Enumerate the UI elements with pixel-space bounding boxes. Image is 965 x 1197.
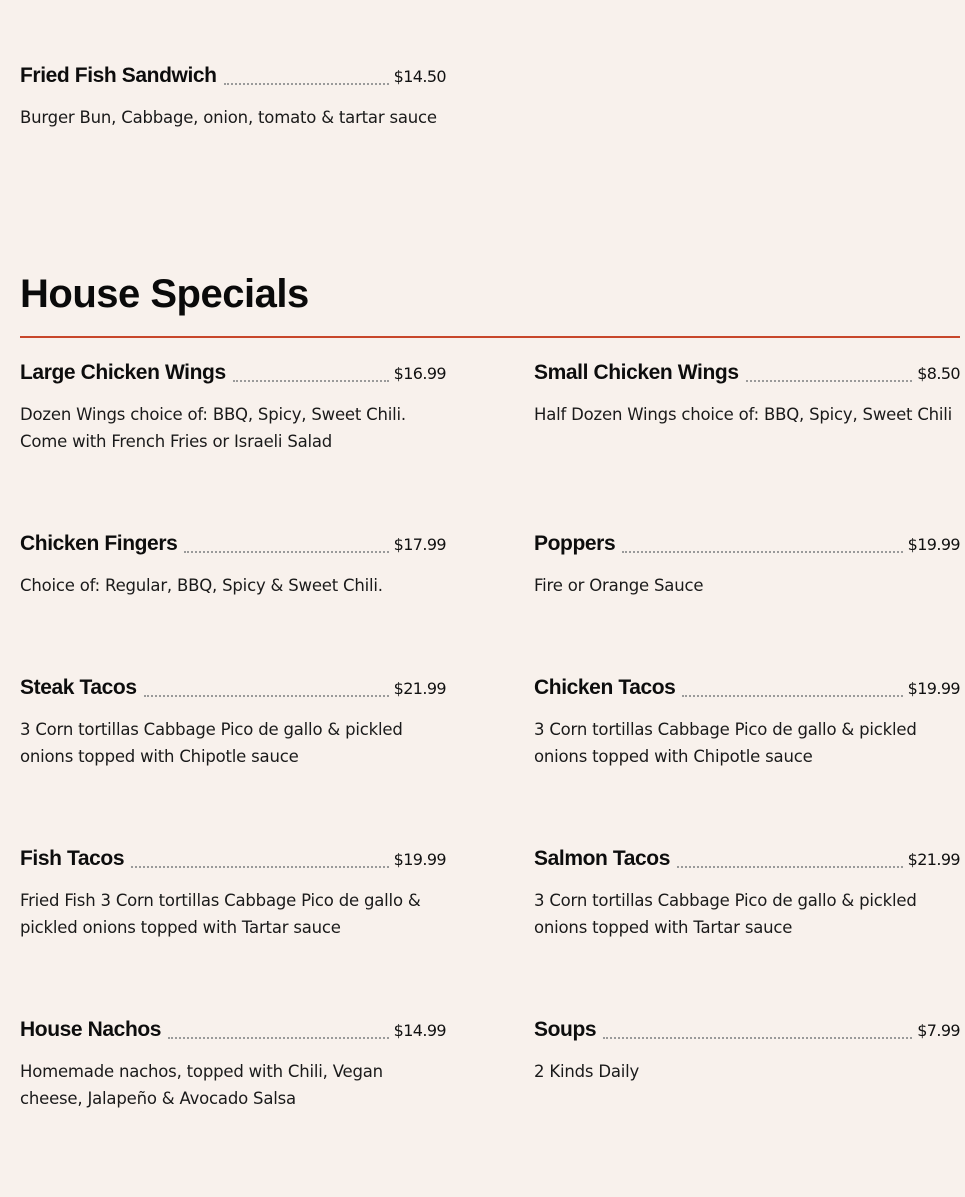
menu-item-header — [534, 847, 960, 875]
menu-item-header — [20, 361, 446, 389]
menu-item-price: $17.99 — [393, 535, 446, 554]
dotted-leader — [131, 865, 388, 868]
dotted-leader — [233, 379, 389, 382]
menu-item-name: Chicken Fingers — [20, 532, 178, 555]
menu-item-price: $19.99 — [907, 679, 960, 698]
menu-item — [20, 1018, 446, 1112]
dotted-leader — [622, 550, 902, 553]
dotted-leader — [746, 379, 913, 382]
menu-item — [20, 532, 446, 599]
menu-item-description: Fire or Orange Sauce — [534, 576, 704, 595]
dotted-leader — [144, 694, 389, 697]
dotted-leader — [603, 1036, 912, 1039]
menu-item-name: Large Chicken Wings — [20, 361, 226, 384]
menu-item-description: 3 Corn tortillas Cabbage Pico de gallo & pickled onions topped with Chipotle sauce — [20, 720, 403, 766]
menu-item-header — [20, 64, 446, 92]
menu-item-header — [20, 676, 446, 704]
menu-item-description: 2 Kinds Daily — [534, 1062, 640, 1081]
menu-item-price: $7.99 — [917, 1021, 960, 1040]
dotted-leader — [224, 82, 389, 85]
menu-item-name: Soups — [534, 1018, 597, 1041]
menu-item-description: Dozen Wings choice of: BBQ, Spicy, Sweet Chili. Come with French Fries or Israeli Salad — [20, 405, 406, 451]
menu-item — [20, 847, 446, 941]
menu-item-name: Fish Tacos — [20, 847, 125, 870]
menu-item-price: $14.99 — [393, 1021, 446, 1040]
menu-item-description: Homemade nachos, topped with Chili, Vegan cheese, Jalapeño & Avocado Salsa — [20, 1062, 383, 1108]
menu-item-name: Chicken Tacos — [534, 676, 676, 699]
menu-item — [20, 361, 446, 455]
menu-item — [534, 361, 960, 428]
menu-item-name: Small Chicken Wings — [534, 361, 739, 384]
menu-item-description: Burger Bun, Cabbage, onion, tomato & tartar sauce — [20, 108, 437, 127]
dotted-leader — [184, 550, 388, 553]
menu-item-header — [20, 1018, 446, 1046]
menu-item-header — [534, 361, 960, 389]
menu-item-price: $19.99 — [393, 850, 446, 869]
menu-item — [534, 1018, 960, 1085]
menu-item — [20, 676, 446, 770]
menu-item-description: Fried Fish 3 Corn tortillas Cabbage Pico de gallo & pickled onions topped with Tartar sauce — [20, 891, 421, 937]
menu-item-price: $21.99 — [393, 679, 446, 698]
menu-item-name: Steak Tacos — [20, 676, 137, 699]
menu-item-price: $8.50 — [917, 364, 960, 383]
menu-item-header — [534, 532, 960, 560]
menu-item-description: 3 Corn tortillas Cabbage Pico de gallo & pickled onions topped with Chipotle sauce — [534, 720, 917, 766]
dotted-leader — [682, 694, 902, 697]
menu-item-price: $16.99 — [393, 364, 446, 383]
menu-item-header — [534, 1018, 960, 1046]
menu-item-name: House Nachos — [20, 1018, 162, 1041]
menu-item-price: $21.99 — [907, 850, 960, 869]
menu-item-header — [20, 847, 446, 875]
menu-item-description: Half Dozen Wings choice of: BBQ, Spicy, Sweet Chili — [534, 405, 953, 424]
menu-item — [534, 676, 960, 770]
menu-item-price: $19.99 — [907, 535, 960, 554]
dotted-leader — [677, 865, 903, 868]
menu-item-description: 3 Corn tortillas Cabbage Pico de gallo & pickled onions topped with Tartar sauce — [534, 891, 917, 937]
menu-item — [534, 532, 960, 599]
dotted-leader — [168, 1036, 389, 1039]
menu-item-header — [534, 676, 960, 704]
menu-item — [534, 847, 960, 941]
menu-item-fried-fish-sandwich — [20, 64, 446, 131]
menu-item-description: Choice of: Regular, BBQ, Spicy & Sweet Chili. — [20, 576, 383, 595]
section-title: House Specials — [20, 272, 309, 316]
section-divider — [20, 336, 960, 338]
menu-item-name: Fried Fish Sandwich — [20, 64, 217, 87]
menu-item-name: Poppers — [534, 532, 616, 555]
menu-item-price: $14.50 — [393, 67, 446, 86]
menu-item-header — [20, 532, 446, 560]
menu-item-name: Salmon Tacos — [534, 847, 671, 870]
